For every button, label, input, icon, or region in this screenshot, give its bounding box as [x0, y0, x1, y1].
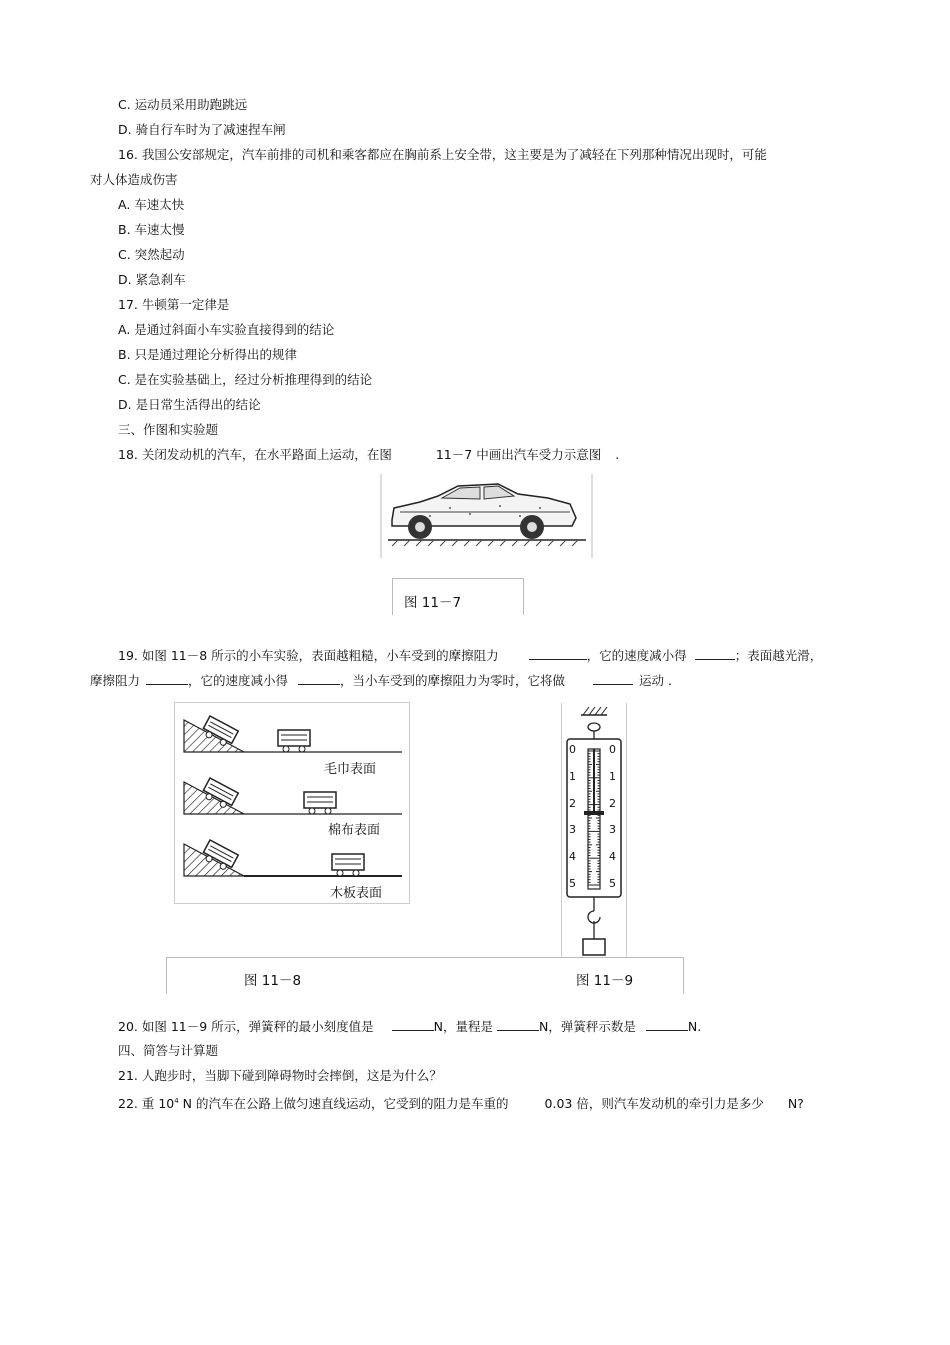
q22-text-2: N 的汽车在公路上做匀速直线运动，它受到的阻力是车重的	[178, 1096, 509, 1111]
q22-exponent: 4	[174, 1097, 179, 1105]
q19-text-3: ；表面越光滑，	[734, 648, 823, 663]
incline-diagram	[174, 702, 410, 904]
section-3-heading: 三、作图和实验题	[118, 422, 219, 437]
q19-line2	[90, 672, 672, 689]
scale-number-right: 1	[609, 769, 616, 783]
surface-label-cotton: 棉布表面	[328, 823, 381, 838]
scale-number-left: 4	[569, 850, 576, 864]
figure-11-9-spring-scale	[561, 703, 627, 957]
car-illustration	[380, 474, 594, 560]
section-4-heading: 四、简答与计算题	[118, 1043, 219, 1058]
q18-period: .	[615, 447, 620, 462]
q22-text-1: 22. 重 10	[118, 1096, 175, 1111]
q20-blank-3[interactable]	[646, 1018, 688, 1031]
q18-stem	[118, 447, 619, 463]
scale-number-right: 5	[609, 877, 616, 890]
q19-blank-3[interactable]	[146, 672, 188, 685]
q17-option-d: D. 是日常生活得出的结论	[118, 397, 261, 412]
figure-11-9-caption: 图 11－9	[576, 973, 634, 989]
q16-option-c: C. 突然起动	[118, 247, 185, 262]
q20-text-3: N，弹簧秤示数是	[539, 1019, 636, 1034]
scale-number-right: 2	[609, 796, 616, 810]
q19-blank-2[interactable]	[695, 647, 735, 660]
q20-blank-1[interactable]	[392, 1018, 434, 1031]
q16-option-d: D. 紧急刹车	[118, 272, 186, 287]
q16-stem-line2: 对人体造成伤害	[90, 172, 178, 187]
q21-stem: 21. 人跑步时，当脚下碰到障碍物时会摔倒，这是为什么？	[118, 1068, 442, 1083]
scale-number-left: 0	[569, 743, 576, 756]
surface-label-towel: 毛巾表面	[324, 762, 377, 777]
figure-11-8-incline-experiment	[174, 702, 410, 904]
q18-figure-ref: 11－7 中画出汽车受力示意图	[435, 447, 602, 462]
scale-number-right: 4	[609, 850, 616, 864]
scale-number-left: 3	[569, 823, 576, 837]
q19-text-2: ，它的速度减小得	[586, 648, 687, 663]
q15-option-c: C. 运动员采用助跑跳远	[118, 97, 248, 112]
q19-text-6: ，当小车受到的摩擦阻力为零时，它将做	[340, 673, 566, 688]
q17-option-b: B. 只是通过理论分析得出的规律	[118, 347, 298, 362]
q19-blank-1[interactable]	[529, 647, 587, 660]
q20-text-2: N，量程是	[433, 1019, 494, 1034]
q17-option-a: A. 是通过斜面小车实验直接得到的结论	[118, 322, 335, 337]
q18-text: 18. 关闭发动机的汽车，在水平路面上运动，在图	[118, 447, 392, 462]
surface-label-wood: 木板表面	[330, 886, 383, 901]
q20-blank-2[interactable]	[497, 1018, 539, 1031]
scale-number-right: 0	[609, 743, 616, 756]
q22-text-4: N?	[787, 1096, 804, 1111]
q16-stem-line1: 16. 我国公安部规定，汽车前排的司机和乘客都应在胸前系上安全带，这主要是为了减轻在下列那种情况出现时，可能	[118, 147, 767, 162]
q22-stem	[118, 1093, 804, 1112]
q15-option-d: D. 骑自行车时为了减速捏车闸	[118, 122, 286, 137]
q20-stem	[118, 1018, 701, 1035]
q19-text-1: 19. 如图 11－8 所示的小车实验，表面越粗糙，小车受到的摩擦阻力	[118, 648, 499, 663]
q19-blank-4[interactable]	[298, 672, 340, 685]
q17-option-c: C. 是在实验基础上，经过分析推理得到的结论	[118, 372, 373, 387]
scale-number-left: 5	[569, 877, 576, 890]
scale-number-left: 2	[569, 796, 576, 810]
q19-blank-5[interactable]	[593, 672, 633, 685]
q19-text-5: ，它的速度减小得	[188, 673, 289, 688]
q20-text-1: 20. 如图 11－9 所示，弹簧秤的最小刻度值是	[118, 1019, 374, 1034]
q19-line1	[118, 647, 822, 664]
q16-option-a: A. 车速太快	[118, 197, 185, 212]
q16-option-b: B. 车速太慢	[118, 222, 185, 237]
q19-text-4: 摩擦阻力	[90, 673, 141, 688]
q19-text-7: 运动 .	[639, 673, 672, 688]
q20-text-4: N.	[687, 1019, 702, 1034]
q17-stem: 17. 牛顿第一定律是	[118, 297, 230, 312]
figure-11-8-caption: 图 11－8	[244, 973, 302, 989]
figure-11-7-car	[380, 474, 594, 560]
q22-text-3: 0.03 倍，则汽车发动机的牵引力是多少	[544, 1096, 764, 1111]
scale-number-right: 3	[609, 823, 616, 837]
scale-number-left: 1	[569, 769, 576, 783]
figure-11-7-caption: 图 11－7	[404, 595, 462, 611]
